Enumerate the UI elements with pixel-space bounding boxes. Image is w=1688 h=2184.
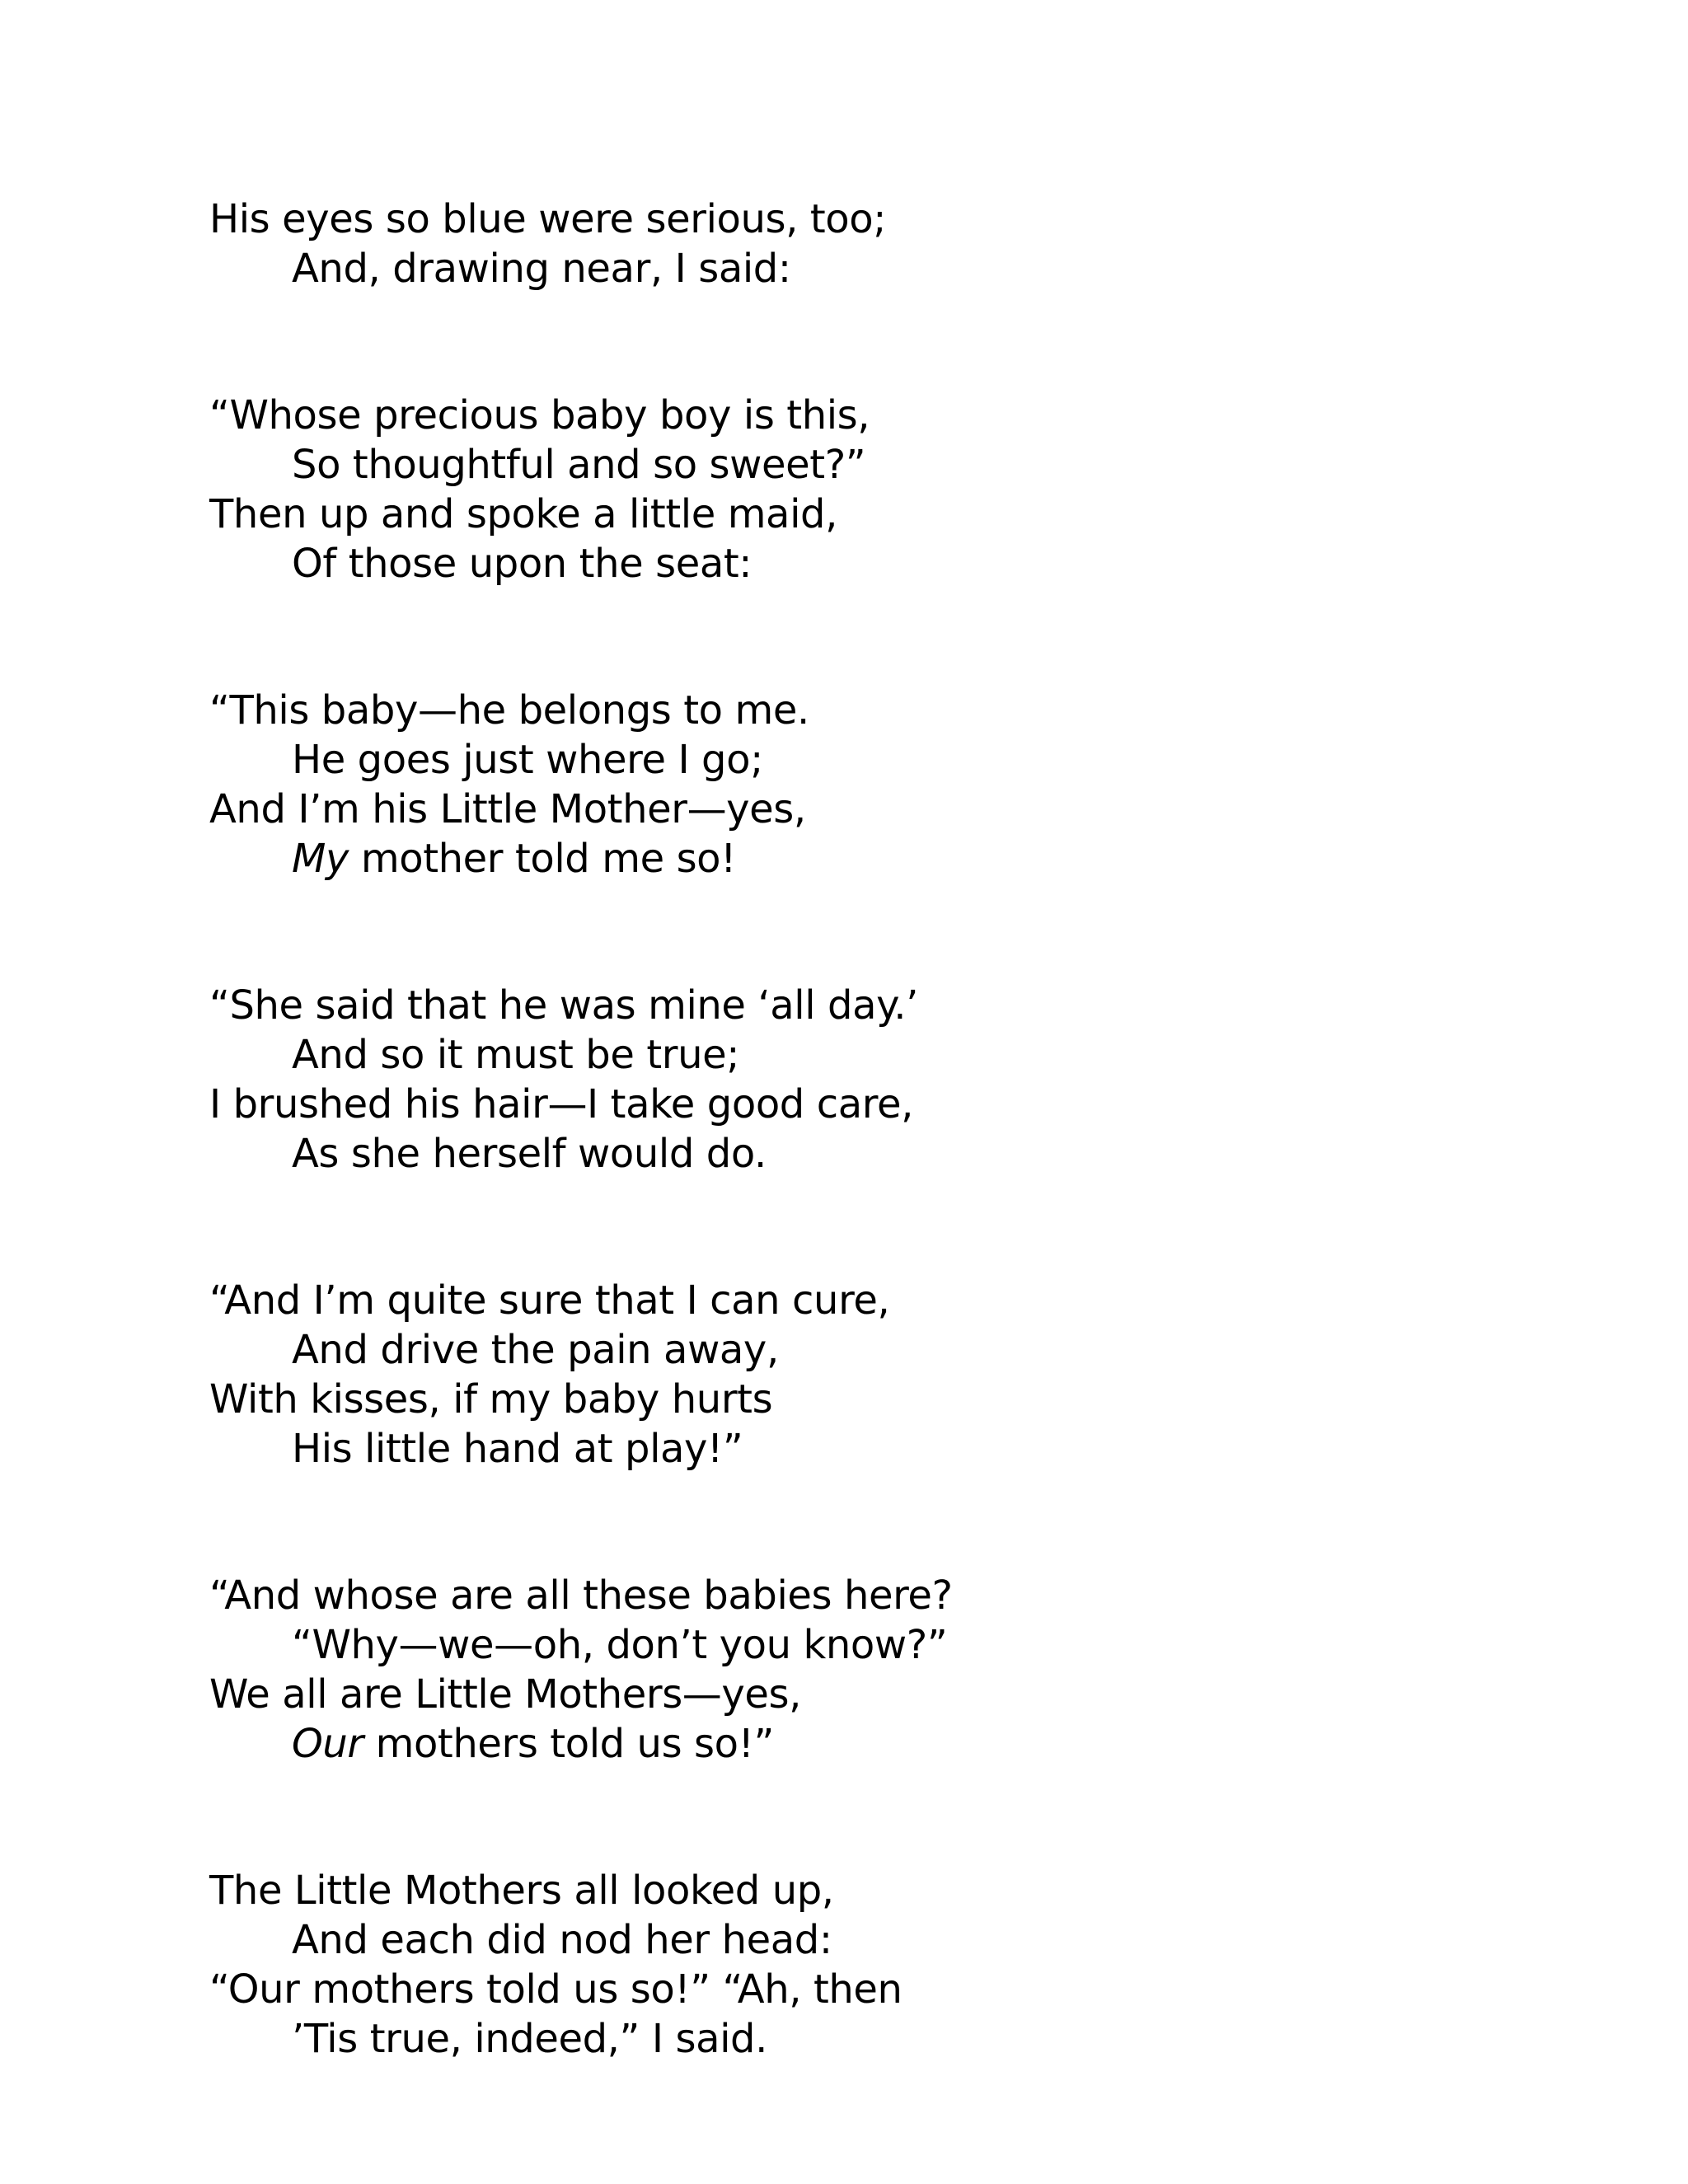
- emphasized-word: My: [292, 836, 349, 882]
- line-text: “And whose are all these babies here?: [209, 1572, 953, 1619]
- poem-line: [209, 1915, 1611, 1965]
- line-text: “Our mothers told us so!” “Ah, then: [209, 1966, 903, 2013]
- stanza: [209, 1866, 1611, 2064]
- poem-line: [209, 834, 1611, 883]
- line-text: His little hand at play!”: [292, 1426, 743, 1472]
- line-text: I brushed his hair—I take good care,: [209, 1081, 913, 1127]
- line-text: He goes just where I go;: [292, 737, 763, 783]
- poem-line: [209, 1719, 1611, 1769]
- poem-line: [209, 785, 1611, 834]
- poem-line: [209, 735, 1611, 785]
- poem-line: [209, 1571, 1611, 1620]
- stanza: [209, 391, 1611, 588]
- line-text: And so it must be true;: [292, 1032, 740, 1078]
- stanza: [209, 1276, 1611, 1474]
- emphasized-word: Our: [292, 1721, 363, 1767]
- poem-line: [209, 1670, 1611, 1719]
- line-text: And each did nod her head:: [292, 1917, 832, 1963]
- poem-line: [209, 1424, 1611, 1474]
- poem-line: [209, 1375, 1611, 1424]
- poem-line: [209, 686, 1611, 735]
- poem-line: [209, 1129, 1611, 1179]
- poem-line: [209, 1866, 1611, 1915]
- poem-line: [209, 244, 1611, 293]
- poem-line: [209, 194, 1611, 244]
- line-text: The Little Mothers all looked up,: [209, 1868, 834, 1914]
- line-text: We all are Little Mothers—yes,: [209, 1671, 802, 1718]
- poem-line: [209, 440, 1611, 490]
- line-text: With kisses, if my baby hurts: [209, 1376, 773, 1422]
- poem-line: [209, 981, 1611, 1030]
- stanza: [209, 686, 1611, 883]
- poem-line: [209, 490, 1611, 539]
- line-text: mother told me so!: [349, 836, 736, 882]
- line-text: And drive the pain away,: [292, 1327, 779, 1373]
- line-text: As she herself would do.: [292, 1131, 767, 1177]
- poem-line: [209, 539, 1611, 588]
- poem-line: [209, 1965, 1611, 2014]
- line-text: So thoughtful and so sweet?”: [292, 442, 866, 488]
- line-text: Of those upon the seat:: [292, 541, 753, 587]
- line-text: His eyes so blue were serious, too;: [209, 196, 886, 242]
- poem-line: [209, 1030, 1611, 1080]
- line-text: “She said that he was mine ‘all day.’: [209, 982, 918, 1029]
- stanza: [209, 1571, 1611, 1769]
- line-text: “This baby—he belongs to me.: [209, 687, 809, 733]
- line-text: Then up and spoke a little maid,: [209, 491, 837, 537]
- poem-line: [209, 2014, 1611, 2064]
- line-text: “And I’m quite sure that I can cure,: [209, 1277, 890, 1324]
- poem-line: [209, 1080, 1611, 1129]
- line-text: “Why—we—oh, don’t you know?”: [292, 1622, 948, 1668]
- poem-line: [209, 1620, 1611, 1670]
- line-text: And I’m his Little Mother—yes,: [209, 786, 806, 832]
- stanza: [209, 981, 1611, 1179]
- poem-line: [209, 391, 1611, 440]
- line-text: And, drawing near, I said:: [292, 246, 791, 292]
- stanza: [209, 194, 1611, 293]
- line-text: mothers told us so!”: [363, 1721, 774, 1767]
- line-text: ’Tis true, indeed,” I said.: [292, 2016, 767, 2062]
- poem-line: [209, 1325, 1611, 1375]
- poem-body: [209, 194, 1611, 2064]
- line-text: “Whose precious baby boy is this,: [209, 392, 870, 438]
- poem-line: [209, 1276, 1611, 1325]
